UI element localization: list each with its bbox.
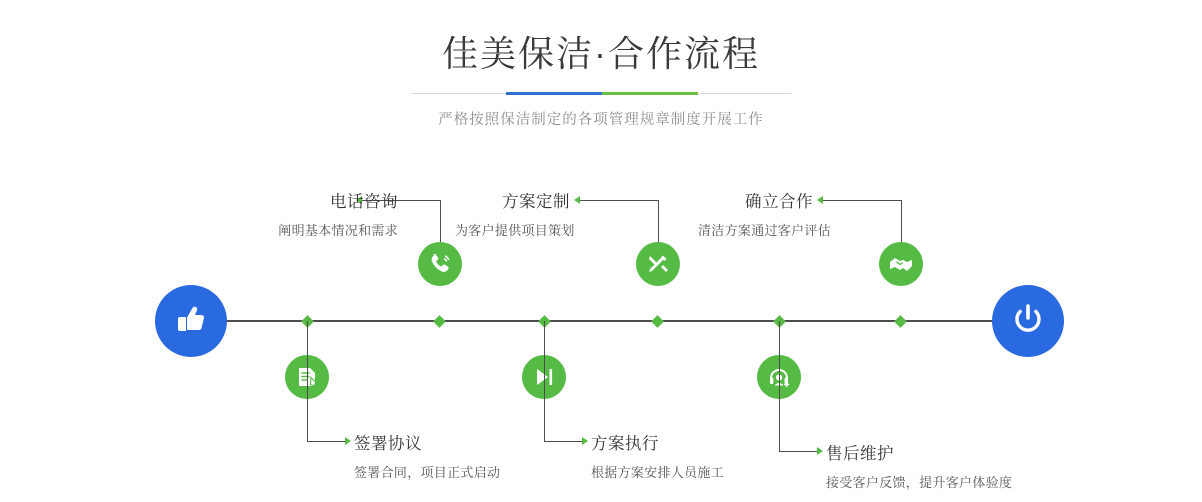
step-title-5: 确立合作 (745, 193, 813, 211)
title-divider (411, 92, 791, 96)
step-badge-5[interactable] (879, 242, 923, 286)
step-label-4 (591, 430, 724, 481)
step-elbow-2 (307, 441, 345, 442)
step-desc-2: 签署合同，项目正式启动 (354, 465, 501, 480)
phone-call-icon (427, 251, 453, 277)
step-connector-5 (901, 200, 902, 242)
step-label-2 (354, 430, 500, 481)
step-connector-4 (544, 321, 545, 441)
page-header (0, 30, 1202, 129)
divider-segment-green (602, 92, 698, 95)
step-title-6: 售后维护 (826, 445, 894, 463)
process-flow-diagram (0, 150, 1202, 502)
step-badge-1[interactable] (418, 242, 462, 286)
divider-segment-blue (506, 92, 602, 95)
step-elbow-3 (580, 200, 658, 201)
step-label-1 (248, 188, 398, 239)
page-title: 佳美保洁·合作流程 (442, 33, 760, 74)
step-arrow-2 (345, 437, 351, 445)
thumbs-up-icon (171, 299, 211, 344)
step-title-4: 方案执行 (591, 435, 659, 453)
step-connector-6 (779, 321, 780, 451)
step-label-5 (698, 188, 832, 239)
end-node[interactable] (992, 285, 1064, 357)
step-arrow-4 (582, 437, 588, 445)
step-desc-4: 根据方案安排人员施工 (591, 465, 725, 480)
axis-node-marker (894, 315, 907, 328)
step-badge-3[interactable] (636, 242, 680, 286)
step-label-3 (455, 188, 575, 239)
step-desc-3: 为客户提供项目策划 (455, 223, 575, 238)
step-title-2: 签署协议 (354, 435, 422, 453)
step-connector-1 (440, 200, 441, 242)
step-connector-2 (307, 321, 308, 441)
step-elbow-6 (779, 451, 817, 452)
start-node[interactable] (155, 285, 227, 357)
axis-node-marker (651, 315, 664, 328)
step-title-3: 方案定制 (502, 193, 570, 211)
power-icon (1008, 299, 1048, 344)
handshake-icon (888, 251, 914, 277)
step-arrow-5 (817, 196, 823, 204)
page-subtitle: 严格按照保洁制定的各项管理规章制度开展工作 (438, 112, 764, 128)
step-arrow-6 (817, 447, 823, 455)
pen-ruler-icon (645, 251, 671, 277)
step-arrow-3 (574, 196, 580, 204)
step-elbow-5 (823, 200, 901, 201)
step-desc-6: 接受客户反馈，提升客户体验度 (826, 475, 1013, 490)
step-title-1: 电话咨询 (330, 193, 398, 211)
step-desc-1: 阐明基本情况和需求 (278, 223, 398, 238)
step-desc-5: 清洁方案通过客户评估 (698, 223, 832, 238)
step-label-6 (826, 440, 1012, 491)
step-connector-3 (658, 200, 659, 242)
axis-node-marker (433, 315, 446, 328)
step-elbow-4 (544, 441, 582, 442)
